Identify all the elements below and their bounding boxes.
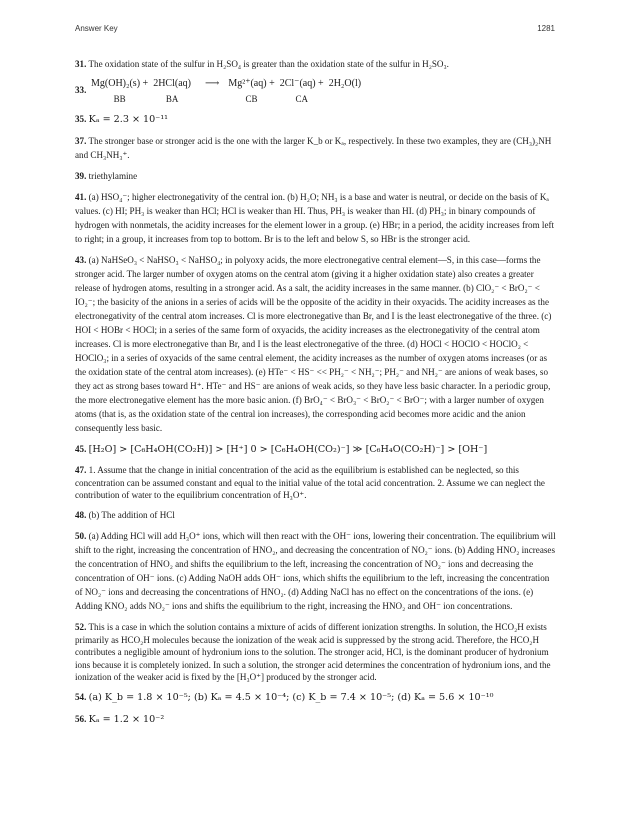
answer-text: (a) NaHSeO₃ < NaHSO₃ < NaHSO₄; in polyoxy acids, the more electronegative central element—S, in this case—forms the stronger acid. The larger number of oxygen atoms on the central atom (giving it a higher oxidation state) also creates a greater release of hydrogen atoms, resulting in a stronger acid. As a salt, the acidity increases in the same manner. (b) ClO₂⁻ < BrO₂⁻ < IO₂⁻; the basicity of the anions in a series of acids will be the opposite of the acidity in their oxyacids. The acidity increases as the electronegativity of the central atom increases. Cl is more electronegative than Br, and I is the least electronegative of the three. (c) HOI < HOBr < HOCl; in a series of the same form of oxyacids, the acidity increases as the electronegativity of the central atom increases. Cl is more electronegative than Br, and I is the least electronegative of the three. (d) HOCl < HOClO < HOClO₂ < HOClO₃; in a series of oxyacids of the same central element, the acidity increases as the number of oxygen atoms increases (or as the oxidation state of the central atom increases). (e) HTe⁻ < HS⁻ << PH₂⁻ < NH₂⁻; PH₂⁻ and NH₂⁻ are anions of weak bases, so they act as strong bases toward H⁺. HTe⁻ and HS⁻ are anions of weak acids, so they have less basic character. In a periodic group, the more electronegative element has the more basic anion. (f) BrO₄⁻ < BrO₃⁻ < BrO₂⁻ < BrO⁻; with a larger number of oxygen atoms (that is, as the oxidation state of the central ion increases), the corresponding acid becomes more acidic and the anion consequently less basic. — [75, 255, 552, 434]
answer-text: (a) HSO₄⁻; higher electronegativity of the central ion. (b) H₂O; NH₃ is a base and water is neutral, or decide on the basis of Kₐ values. (c) HI; PH₃ is weaker than HCl; HCl is weaker than HI. Thus, PH₃ is weaker than HI. (d) PH₃; in binary compounds of hydrogen with nonmetals, the acidity increases for the element lower in a group. (e) HBr; in a period, the acidity increases from left to right; in a group, it increases from top to bottom. Br is to the left and below S, so HBr is the stronger acid. — [75, 191, 555, 244]
equation-term: Mg(OH)₂(s) + — [91, 78, 149, 90]
species-label: CA — [295, 93, 308, 104]
running-title: Answer Key — [75, 24, 118, 33]
answer-text: The stronger base or stronger acid is the one with the larger K_b or Kₐ, respectively. In these two examples, they are (CH₃)₂NH and CH₃NH₃⁺. — [75, 136, 552, 161]
answer-number: 47. — [75, 465, 87, 476]
answer-41 — [75, 190, 557, 246]
species-label — [329, 91, 366, 106]
answer-text: This is a case in which the solution contains a mixture of acids of different ionization strengths. In solution, the HCO₂H exists primarily as HCO₂H molecules because the ionization of the weak acid is suppressed by the strong acid. Therefore, the HCO₂H contributes a negligible amount of hydronium ions to the solution. The stronger acid, HCl, is the dominant producer of hydronium ions because it is completely ionized. In such a solution, the stronger acid determines the concentration of hydronium ions, and the ionization of the weaker acid is fixed by the [H₃O⁺] produced by the stronger acid. — [75, 621, 551, 683]
answer-31 — [75, 58, 557, 71]
answer-number: 48. — [75, 510, 87, 521]
answer-text: The oxidation state of the sulfur in H₂SO₄ is greater than the oxidation state of the sulfur in H₂SO₃. — [88, 59, 449, 69]
answer-number: 41. — [75, 191, 87, 202]
answer-number: 39. — [75, 170, 87, 181]
answer-number: 56. — [75, 713, 87, 724]
equation-term: 2HCl(aq) — [153, 78, 191, 90]
species-label — [196, 91, 228, 106]
answer-39 — [75, 170, 557, 183]
answer-37 — [75, 134, 557, 162]
answer-54 — [75, 691, 557, 705]
equation-term: Mg²⁺(aq) + — [228, 78, 275, 90]
answer-text: Kₐ = 2.3 × 10⁻¹¹ — [88, 114, 169, 126]
answer-number: 31. — [75, 59, 87, 69]
answer-number: 37. — [75, 136, 87, 147]
answer-number: 43. — [75, 255, 87, 266]
answer-text: [H₂O] > [C₆H₄OH(CO₂H)] > [H⁺] 0 > [C₆H₄OH(CO₂)⁻] ≫ [C₆H₄O(CO₂H)⁻] > [OH⁻] — [88, 443, 488, 455]
answer-text: 1. Assume that the change in initial concentration of the acid as the equilibrium is established can be neglected, so this concentration can be assumed constant and equal to the initial value of the total acid concentration. 2. Assume we can neglect the contribution of water to the equilibrium concentration of H₃O⁺. — [75, 465, 545, 501]
answers-body — [75, 58, 557, 734]
equation-term: 2Cl⁻(aq) + — [279, 78, 324, 90]
answer-text: (a) K_b = 1.8 × 10⁻⁵; (b) Kₐ = 4.5 × 10⁻⁴; (c) K_b = 7.4 × 10⁻⁵; (d) Kₐ = 5.6 × 10⁻¹⁰ — [88, 692, 494, 704]
answer-50 — [75, 529, 557, 613]
answer-43 — [75, 253, 557, 435]
equation-table — [91, 78, 366, 105]
label-row — [91, 91, 366, 106]
answer-52 — [75, 621, 557, 684]
answer-number: 50. — [75, 531, 87, 542]
answer-number: 45. — [75, 443, 87, 454]
equation-row — [91, 78, 366, 91]
page-number: 1281 — [537, 24, 555, 33]
species-label: CB — [245, 93, 258, 104]
answer-number: 52. — [75, 621, 87, 632]
answer-text: Kₐ = 1.2 × 10⁻² — [88, 713, 165, 725]
answer-48 — [75, 509, 557, 522]
answer-45 — [75, 443, 557, 457]
answer-text: (b) The addition of HCl — [88, 510, 175, 521]
equation-term: 2H₂O(l) — [328, 78, 362, 90]
answer-text: triethylamine — [88, 170, 138, 181]
answer-47 — [75, 464, 557, 502]
page-header — [75, 24, 555, 38]
reaction-arrow: ⟶ — [204, 78, 220, 90]
species-label: BB — [113, 93, 126, 104]
answer-number: 54. — [75, 692, 87, 703]
answer-number: 35. — [75, 114, 87, 125]
answer-35 — [75, 113, 557, 127]
species-label: BA — [165, 93, 179, 104]
answer-33 — [75, 78, 557, 105]
answer-56 — [75, 713, 557, 727]
answer-number: 33. — [75, 85, 87, 96]
answer-text: (a) Adding HCl will add H₃O⁺ ions, which will then react with the OH⁻ ions, lowering their concentration. The equilibrium will shift to the right, increasing the concentration of HNO₂, and decreasing the concentration of NO₂⁻ ions. (b) Adding HNO₂ increases the concentration of HNO₂ and shifts the equilibrium to the left, increasing the concentration of NO₂⁻ ions and decreasing the concentration of OH⁻ ions. (c) Adding NaOH adds OH⁻ ions, which shifts the equilibrium to the left, increasing the concentration of NO₂⁻ ions and decreasing the concentrations of HNO₂. (d) Adding NaCl has no effect on the concentrations of the ions. (e) Adding KNO₂ adds NO₂⁻ ions and shifts the equilibrium to the right, increasing the HNO₂ and OH⁻ ion concentrations. — [75, 531, 556, 612]
